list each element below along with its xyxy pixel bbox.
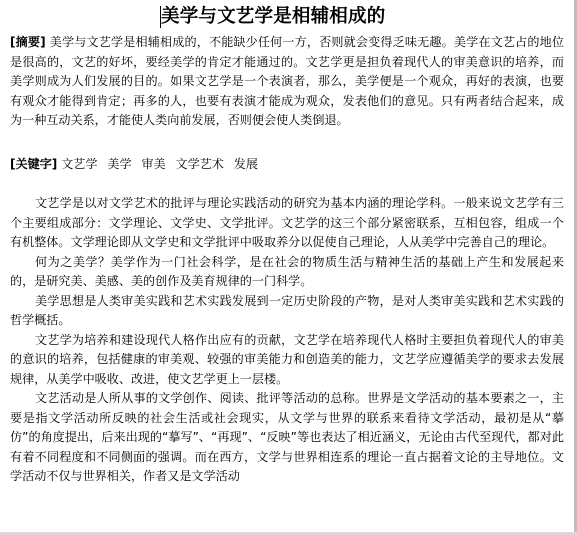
body-paragraph: 文艺学为培养和建设现代人格作出应有的贡献，文艺学在培养现代人格时主要担负着现代人的审美的意识的培养，包括健康的审美观、较强的审美能力和创造美的能力，文艺学应遵循美学的要求去发展规律，从美学中吸收、改进，使文艺学更上一层楼。 [10, 332, 564, 386]
body-paragraph: 文艺学是以对文学艺术的批评与理论实践活动的研究为基本内涵的理论学科。一般来说文艺学有三个主要组成部分：文学理论、文学史、文学批评。文艺学的这三个部分紧密联系，互相包容，组成一个有机整体。文学理论即从文学史和文学批评中吸取养分以促使自己理论，人从美学中完善自己的理论。 [10, 196, 564, 249]
abstract-text: 美学与文艺学是相辅相成的，不能缺少任何一方，否则就会变得乏味无趣。美学在文艺占的地位是很高的，文艺的好坏，要经美学的肯定才能通过的。文艺学更是担负着现代人的审美意识的培养，而美学则成为人们发展的目的。如果文艺学是一个表演者，那么，美学便是一个观众，再好的表演，也要有观众才能得到肯定；再多的人，也要有表演才能成为观众，发表他们的意见。只有两者结合起来，成为一种互动关系，才能使人类向前发展，否则便会使人类倒退。 [10, 35, 564, 127]
abstract-paragraph [10, 33, 564, 131]
keyword: 文艺学 [61, 157, 98, 171]
body-paragraph: 美学思想是人类审美实践和艺术实践发展到一定历史阶段的产物，是对人类审美实践和艺术实践的哲学概括。 [10, 293, 564, 327]
body-text [10, 194, 564, 487]
keyword: 发展 [233, 157, 258, 171]
body-paragraph: 文艺活动是人所从事的文学创作、阅读、批评等活动的总称。世界是文学活动的基本要素之一，主要是指文学活动所反映的社会生活或社会现实，从文学与世界的联系来看待文学活动，最初是从“摹仿”的角度提出，后来出现的“摹写”、“再现”、“反映”等也表达了相近涵义，无论由古代至现代，都对此有着不同程度和不同侧面的强调。而在西方，文学与世界相连系的理论一直占据着文论的主导地位。文学活动不仅与世界相关，作者又是文学活动 [10, 391, 564, 483]
keywords-tag: [关键字] [10, 157, 58, 171]
keyword: 审美 [141, 157, 166, 171]
keyword: 文学艺术 [175, 157, 224, 171]
document-title: 美学与文艺学是相辅相成的 [161, 6, 386, 27]
abstract-tag: [摘要] [10, 35, 46, 49]
body-paragraph: 何为之美学？美学作为一门社会科学，是在社会的物质生活与精神生活的基础上产生和发展起来的，是研究美、美感、美的创作及美育规律的一门科学。 [10, 254, 564, 288]
keywords-line [10, 155, 564, 175]
keyword: 美学 [107, 157, 132, 171]
